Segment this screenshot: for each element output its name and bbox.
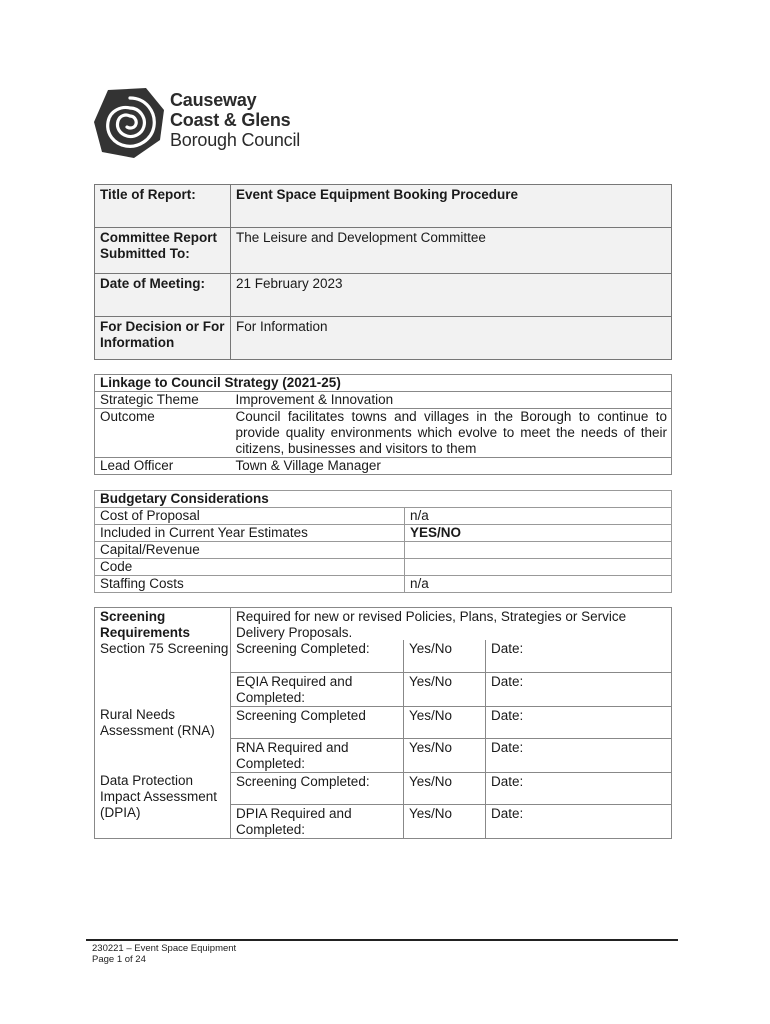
theme-label: Strategic Theme [95, 392, 231, 409]
footer [92, 943, 236, 965]
screening-date: Date: [486, 772, 672, 804]
table-row [95, 525, 672, 542]
table-row [95, 508, 672, 525]
screening-date: Date: [486, 640, 672, 672]
screening-item: Screening Completed: [231, 772, 404, 804]
decision-value: For Information [231, 317, 672, 360]
table-row [95, 392, 672, 409]
screening-yesno: Yes/No [404, 804, 486, 838]
screening-date: Date: [486, 706, 672, 738]
table-row [95, 576, 672, 593]
budget-value: n/a [405, 576, 672, 593]
outcome-value: Council facilitates towns and villages in the Borough to continue to provide quality environments which evolve to meet the needs of their citizens, businesses and visitors to them [231, 409, 672, 458]
table-row [95, 559, 672, 576]
theme-value: Improvement & Innovation [231, 392, 672, 409]
budget-heading: Budgetary Considerations [95, 491, 672, 508]
decision-label: For Decision or For Information [95, 317, 231, 360]
table-row [95, 706, 672, 738]
screening-yesno: Yes/No [404, 672, 486, 706]
table-row [95, 491, 672, 508]
officer-value: Town & Village Manager [231, 458, 672, 475]
report-details-table [94, 184, 672, 360]
screening-date: Date: [486, 672, 672, 706]
screening-intro: Required for new or revised Policies, Plans, Strategies or Service Delivery Proposals. [231, 608, 672, 641]
table-row [95, 608, 672, 641]
committee-label: Committee Report Submitted To: [95, 228, 231, 274]
table-row [95, 542, 672, 559]
logo-line-1: Causeway [170, 90, 257, 110]
screening-date: Date: [486, 738, 672, 772]
budget-label: Cost of Proposal [95, 508, 405, 525]
budget-value: YES/NO [405, 525, 672, 542]
committee-value: The Leisure and Development Committee [231, 228, 672, 274]
council-logo [94, 88, 324, 158]
budget-label: Code [95, 559, 405, 576]
screening-item: EQIA Required and Completed: [231, 672, 404, 706]
budget-value [405, 559, 672, 576]
budget-table [94, 490, 672, 593]
logo-line-2: Coast & Glens [170, 110, 291, 130]
table-row [95, 274, 672, 317]
budget-label: Included in Current Year Estimates [95, 525, 405, 542]
screening-item: RNA Required and Completed: [231, 738, 404, 772]
budget-value [405, 542, 672, 559]
table-row [95, 317, 672, 360]
screening-heading: Screening Requirements [95, 608, 231, 641]
title-value: Event Space Equipment Booking Procedure [231, 185, 672, 228]
outcome-label: Outcome [95, 409, 231, 458]
budget-value: n/a [405, 508, 672, 525]
dpia-label: Data Protection Impact Assessment (DPIA) [95, 772, 231, 838]
footer-divider [86, 939, 678, 941]
officer-label: Lead Officer [95, 458, 231, 475]
screening-item: Screening Completed [231, 706, 404, 738]
table-row [95, 409, 672, 458]
screening-item: DPIA Required and Completed: [231, 804, 404, 838]
table-row [95, 228, 672, 274]
budget-label: Staffing Costs [95, 576, 405, 593]
s75-label: Section 75 Screening [95, 640, 231, 706]
table-row [95, 185, 672, 228]
table-row [95, 772, 672, 804]
screening-table [94, 607, 672, 839]
strategy-table [94, 374, 672, 475]
screening-item: Screening Completed: [231, 640, 404, 672]
table-row [95, 375, 672, 392]
screening-yesno: Yes/No [404, 706, 486, 738]
footer-doc-ref: 230221 – Event Space Equipment [92, 943, 237, 954]
logo-line-3: Borough Council [170, 130, 301, 150]
date-value: 21 February 2023 [231, 274, 672, 317]
rna-label: Rural Needs Assessment (RNA) [95, 706, 231, 772]
date-label: Date of Meeting: [95, 274, 231, 317]
swirl-logo-icon [94, 88, 164, 158]
table-row [95, 458, 672, 475]
title-label: Title of Report: [95, 185, 231, 228]
budget-label: Capital/Revenue [95, 542, 405, 559]
screening-date: Date: [486, 804, 672, 838]
screening-yesno: Yes/No [404, 738, 486, 772]
table-row [95, 640, 672, 672]
screening-yesno: Yes/No [404, 640, 486, 672]
footer-page-number: Page 1 of 24 [92, 954, 146, 965]
screening-yesno: Yes/No [404, 772, 486, 804]
strategy-heading: Linkage to Council Strategy (2021-25) [95, 375, 672, 392]
